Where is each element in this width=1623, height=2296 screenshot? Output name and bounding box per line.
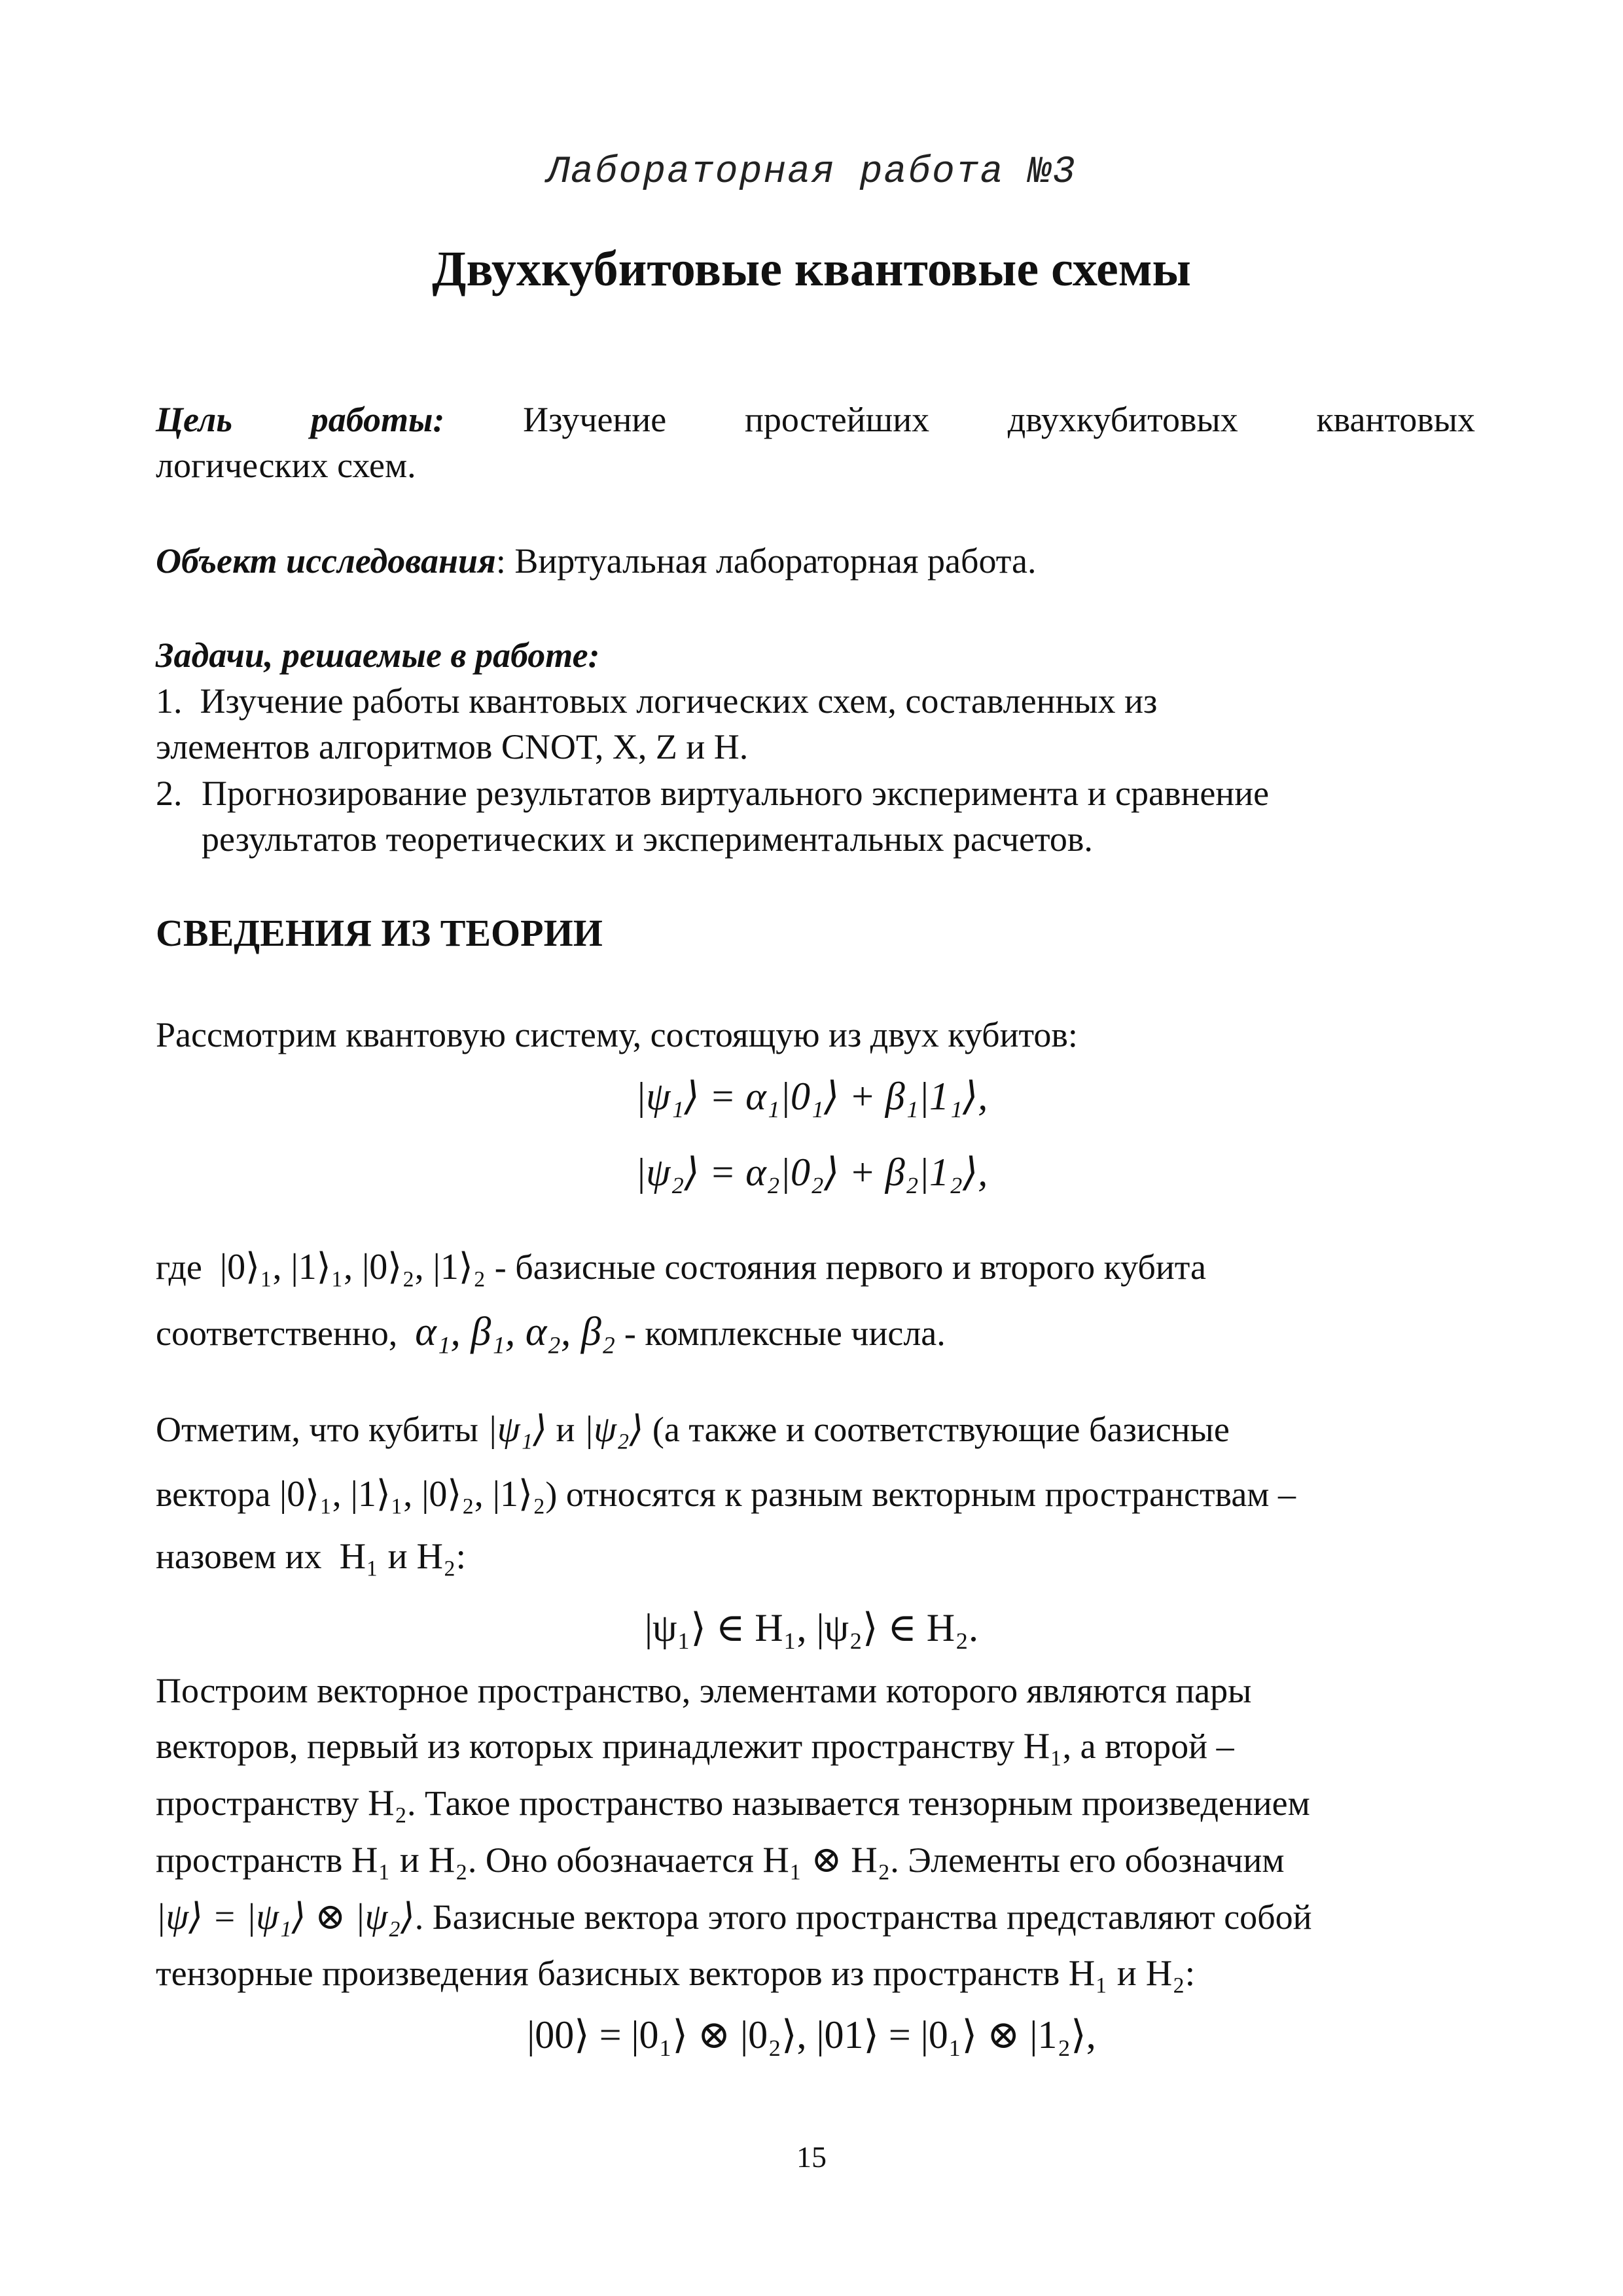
tensor-line-6: тензорные произведения базисных векторов из пространств (156, 1954, 1060, 1994)
note-b: (а также и соответствующие базисные (652, 1410, 1230, 1449)
tensor-line-4c: . Элементы его обозначим (890, 1840, 1285, 1880)
object-paragraph (156, 538, 1475, 584)
task-item-2 (156, 770, 1475, 862)
tensor-paragraph (156, 1668, 1475, 1998)
where-prefix: где (156, 1247, 202, 1287)
tensor-spaces: H₁ и H₂ (351, 1839, 468, 1880)
vec-basis: |0⟩₁, |1⟩₁, |0⟩₂, |1⟩₂ (279, 1473, 546, 1515)
tensor-line-4a: пространств (156, 1840, 343, 1880)
page-number: 15 (796, 2140, 827, 2174)
equation-membership: |ψ₁⟩ ∈ H₁, |ψ₂⟩ ∈ H₂. (644, 1606, 979, 1649)
task-item-1 (156, 678, 1475, 770)
resp-text: - комплексные числа. (615, 1313, 946, 1353)
section-heading: СВЕДЕНИЯ ИЗ ТЕОРИИ (156, 912, 603, 954)
tensor-product: H₁ ⊗ H₂ (762, 1839, 891, 1880)
task-line-1b: элементов алгоритмов CNOT, X, Z и H. (156, 727, 749, 767)
vec-prefix: вектора (156, 1474, 271, 1514)
page-title: Двухкубитовые квантовые схемы (432, 242, 1191, 296)
name-prefix: назовем их (156, 1536, 322, 1576)
note-psi2: |ψ₂⟩ (583, 1409, 644, 1450)
task-line-1a: Изучение работы квантовых логических схем, составленных из (200, 681, 1158, 721)
tensor-line-1: Построим векторное пространство, элементами которого являются пары (156, 1671, 1252, 1710)
equation-psi1: |ψ₁⟩ = α₁|0₁⟩ + β₁|1₁⟩, (635, 1075, 988, 1118)
note-psi1: |ψ₁⟩ (487, 1409, 547, 1450)
tensor-line-2a: векторов, первый из которых принадлежит пространству (156, 1727, 1015, 1767)
tasks-block (156, 632, 1475, 862)
theory-intro: Рассмотрим квантовую систему, состоящую из двух кубитов: (156, 1015, 1078, 1054)
tensor-psi-eq: |ψ⟩ = |ψ₁⟩ ⊗ |ψ₂⟩ (156, 1896, 415, 1937)
where-basis: |0⟩₁, |1⟩₁, |0⟩₂, |1⟩₂ (219, 1247, 486, 1287)
object-label: Объект исследования (156, 541, 496, 581)
goal-text-1: Изучение простейших двухкубитовых квантовых (523, 400, 1475, 439)
task-num-1: 1. (156, 681, 183, 721)
note-and: и (556, 1410, 575, 1449)
equation-psi2: |ψ₂⟩ = α₂|0₂⟩ + β₂|1₂⟩, (635, 1151, 988, 1194)
tensor-line-5: . Базисные вектора этого пространства представляют собой (414, 1897, 1312, 1937)
goal-paragraph (156, 397, 1475, 488)
tensor-h2: H₂ (368, 1782, 408, 1823)
tensor-line-6-spaces: H₁ и H₂: (1068, 1953, 1196, 1994)
name-spaces: H₁ и H₂: (339, 1535, 467, 1577)
tasks-label: Задачи, решаемые в работе: (156, 636, 600, 675)
resp-coeffs: α₁, β₁, α₂, β₂ (415, 1309, 616, 1354)
task-line-2b: результатов теоретических и экспериментальных расчетов. (202, 819, 1093, 859)
tensor-line-2b: , а второй – (1062, 1727, 1234, 1767)
equation-basis: |00⟩ = |0₁⟩ ⊗ |0₂⟩, |01⟩ = |0₁⟩ ⊗ |1₂⟩, (527, 2013, 1096, 2056)
tensor-h1: H₁ (1023, 1726, 1063, 1767)
vec-text: ) относятся к разным векторным пространствам – (545, 1474, 1296, 1514)
task-line-2a: Прогнозирование результатов виртуального эксперимента и сравнение (202, 773, 1270, 813)
note-a: Отметим, что кубиты (156, 1410, 478, 1449)
goal-line-1 (156, 397, 1475, 442)
where-paragraph (156, 1244, 1475, 1358)
goal-label: Цель работы: (156, 400, 445, 439)
tensor-line-3b: . Такое пространство называется тензорным произведением (407, 1783, 1310, 1823)
tensor-line-3a: пространству (156, 1783, 359, 1823)
object-text: : Виртуальная лабораторная работа. (495, 541, 1037, 581)
where-text: - базисные состояния первого и второго кубита (486, 1247, 1207, 1287)
resp-prefix: соответственно, (156, 1313, 398, 1353)
task-num-2: 2. (156, 773, 183, 813)
lab-subtitle: Лабораторная работа №3 (546, 151, 1077, 194)
tensor-line-4b: . Оно обозначается (467, 1840, 754, 1880)
goal-text-2: логических схем. (156, 446, 416, 486)
note-paragraph (156, 1406, 1475, 1580)
